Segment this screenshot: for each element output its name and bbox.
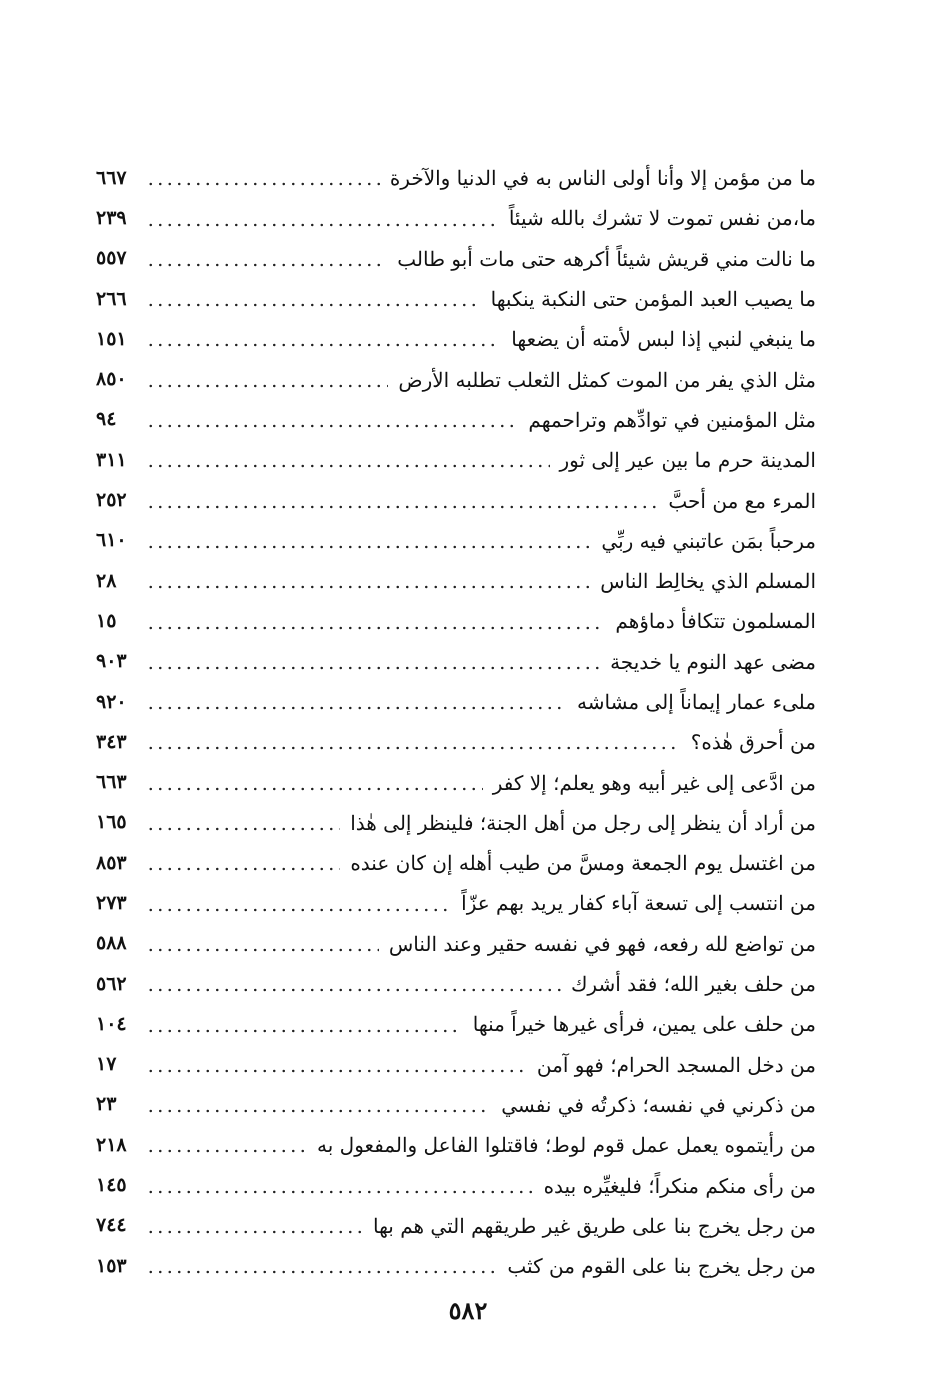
page-number: ٥٨٢: [448, 1296, 488, 1325]
entry-page-number: ٧٤٤: [96, 1214, 127, 1237]
dot-leader: [146, 423, 518, 429]
entry-page-number: ١٦٥: [96, 811, 127, 834]
index-entry: [96, 480, 816, 520]
dot-leader: [146, 907, 451, 913]
dot-leader: [146, 826, 340, 832]
index-entry: [96, 682, 816, 722]
entry-text: من أراد أن ينظر إلى رجل من أهل الجنة؛ فلينظر إلى هٰذا: [350, 810, 816, 835]
index-entry: [96, 1004, 816, 1044]
entry-page-number: ٦١٠: [96, 529, 127, 552]
entry-text: ما ينبغي لنبي إذا لبس لأمته أن يضعها: [511, 327, 816, 352]
dot-leader: [146, 342, 501, 348]
entry-page-number: ٣٤٣: [96, 730, 127, 753]
dot-leader: [146, 625, 605, 631]
entry-text: من انتسب إلى تسعة آباء كفار يريد بهم عزّاً: [461, 891, 816, 916]
entry-page-number: ٨٥٠: [96, 368, 127, 391]
dot-leader: [146, 463, 550, 469]
index-entry: [96, 561, 816, 601]
dot-leader: [146, 866, 340, 872]
dot-leader: [146, 1229, 363, 1235]
entry-text: مرحباً بمَن عاتبني فيه ربِّي: [601, 528, 816, 553]
index-entry: [96, 924, 816, 964]
entry-text: من تواضع لله رفعه، فهو في نفسه حقير وعند الناس: [388, 931, 816, 956]
dot-leader: [146, 1269, 497, 1275]
entry-page-number: ١٥٣: [96, 1254, 127, 1277]
dot-leader: [146, 1028, 463, 1034]
index-entry: [96, 1045, 816, 1085]
entry-text: من رأيتموه يعمل عمل قوم لوط؛ فاقتلوا الفاعل والمفعول به: [317, 1133, 816, 1158]
index-entry: [96, 521, 816, 561]
dot-leader: [146, 947, 379, 953]
index-entry: [96, 964, 816, 1004]
entry-text: مضى عهد النوم يا خديجة: [610, 649, 816, 674]
entry-text: مثل المؤمنين في توادِّهم وتراحمهم: [528, 407, 816, 432]
dot-leader: [146, 302, 481, 308]
entry-page-number: ٩٢٠: [96, 690, 127, 713]
entry-page-number: ٩٠٣: [96, 650, 127, 673]
entry-text: من ادَّعى إلى غير أبيه وهو يعلم؛ إلا كفر: [492, 770, 816, 795]
entry-page-number: ٢١٨: [96, 1133, 127, 1156]
entry-page-number: ٦٦٧: [96, 166, 127, 189]
dot-leader: [146, 383, 388, 389]
index-entry: [96, 279, 816, 319]
index-entry: [96, 440, 816, 480]
index-entry: [96, 400, 816, 440]
dot-leader: [146, 665, 600, 671]
index-entry: [96, 239, 816, 279]
index-entry: [96, 601, 816, 641]
index-entry: [96, 843, 816, 883]
entry-page-number: ٢٥٢: [96, 489, 127, 512]
index-entry: [96, 198, 816, 238]
dot-leader: [146, 262, 387, 268]
entry-page-number: ٢٨: [96, 569, 117, 592]
dot-leader: [146, 584, 590, 590]
entry-page-number: ٥٥٧: [96, 247, 127, 270]
index-entry: [96, 319, 816, 359]
entry-page-number: ١٧: [96, 1053, 117, 1076]
dot-leader: [146, 786, 483, 792]
entry-page-number: ٢٣٩: [96, 206, 127, 229]
entry-page-number: ٢٦٦: [96, 287, 127, 310]
dot-leader: [146, 181, 380, 187]
dot-leader: [146, 222, 499, 228]
entry-text: المرء مع من أحبَّ: [668, 488, 816, 513]
entry-text: من اغتسل يوم الجمعة ومسَّ من طيب أهله إن كان عنده: [350, 851, 816, 876]
dot-leader: [146, 705, 567, 711]
dot-leader: [146, 1189, 534, 1195]
entry-text: ما،من نفس تموت لا تشرك بالله شيئاً: [508, 206, 816, 231]
index-entry: [96, 722, 816, 762]
entry-text: من أحرق هٰذه؟: [690, 730, 816, 755]
entry-page-number: ٨٥٣: [96, 851, 127, 874]
entry-page-number: ١٥١: [96, 327, 127, 350]
index-entry: [96, 803, 816, 843]
entry-text: ما نالت مني قريش شيئاً أكرهه حتى مات أبو طالب: [397, 246, 816, 271]
dot-leader: [146, 1068, 527, 1074]
entry-text: المسلمون تتكافأ دماؤهم: [615, 609, 816, 634]
entry-text: ما يصيب العبد المؤمن حتى النكبة ينكبها: [490, 287, 816, 312]
dot-leader: [146, 544, 591, 550]
entry-page-number: ١٠٤: [96, 1012, 127, 1035]
entry-text: من حلف بغير الله؛ فقد أشرك: [570, 972, 816, 997]
entry-text: من حلف على يمين، فرأى غيرها خيراً منها: [472, 1012, 816, 1037]
index-entry: [96, 1165, 816, 1205]
index-entry: [96, 883, 816, 923]
entry-page-number: ٩٤: [96, 408, 117, 431]
entry-text: من رأى منكم منكراً؛ فليغيِّره بيده: [543, 1173, 816, 1198]
dot-leader: [146, 745, 681, 751]
entry-page-number: ٥٦٢: [96, 972, 127, 995]
index-entry: [96, 1125, 816, 1165]
entry-text: من دخل المسجد الحرام؛ فهو آمن: [536, 1052, 816, 1077]
entry-text: من ذكرني في نفسه؛ ذكرتُه في نفسي: [501, 1092, 816, 1117]
dot-leader: [146, 987, 561, 993]
index-entry: [96, 158, 816, 198]
index-list: [96, 158, 816, 1286]
entry-page-number: ٢٧٣: [96, 891, 127, 914]
entry-text: ما من مؤمن إلا وأنا أولى الناس به في الدنيا والآخرة: [389, 166, 816, 191]
dot-leader: [146, 504, 658, 510]
entry-page-number: ٢٣: [96, 1093, 117, 1116]
entry-text: من رجل يخرج بنا على القوم من كثب: [507, 1254, 816, 1279]
index-entry: [96, 1085, 816, 1125]
dot-leader: [146, 1108, 491, 1114]
index-entry: [96, 762, 816, 802]
index-entry: [96, 1206, 816, 1246]
entry-text: مثل الذي يفر من الموت كمثل الثعلب تطلبه الأرض: [398, 367, 816, 392]
entry-text: المدينة حرم ما بين عير إلى ثور: [559, 448, 816, 473]
entry-text: من رجل يخرج بنا على طريق غير طريقهم التي هم بها: [372, 1213, 816, 1238]
index-entry: [96, 642, 816, 682]
entry-page-number: ٣١١: [96, 448, 127, 471]
index-entry: [96, 359, 816, 399]
index-entry: [96, 1246, 816, 1286]
entry-page-number: ١٥: [96, 609, 117, 632]
entry-page-number: ٥٨٨: [96, 932, 127, 955]
dot-leader: [146, 1148, 307, 1154]
entry-text: المسلم الذي يخالِط الناس: [600, 569, 816, 594]
entry-page-number: ٦٦٣: [96, 771, 127, 794]
entry-page-number: ١٤٥: [96, 1174, 127, 1197]
entry-text: ملىء عمار إيماناً إلى مشاشه: [577, 690, 816, 714]
